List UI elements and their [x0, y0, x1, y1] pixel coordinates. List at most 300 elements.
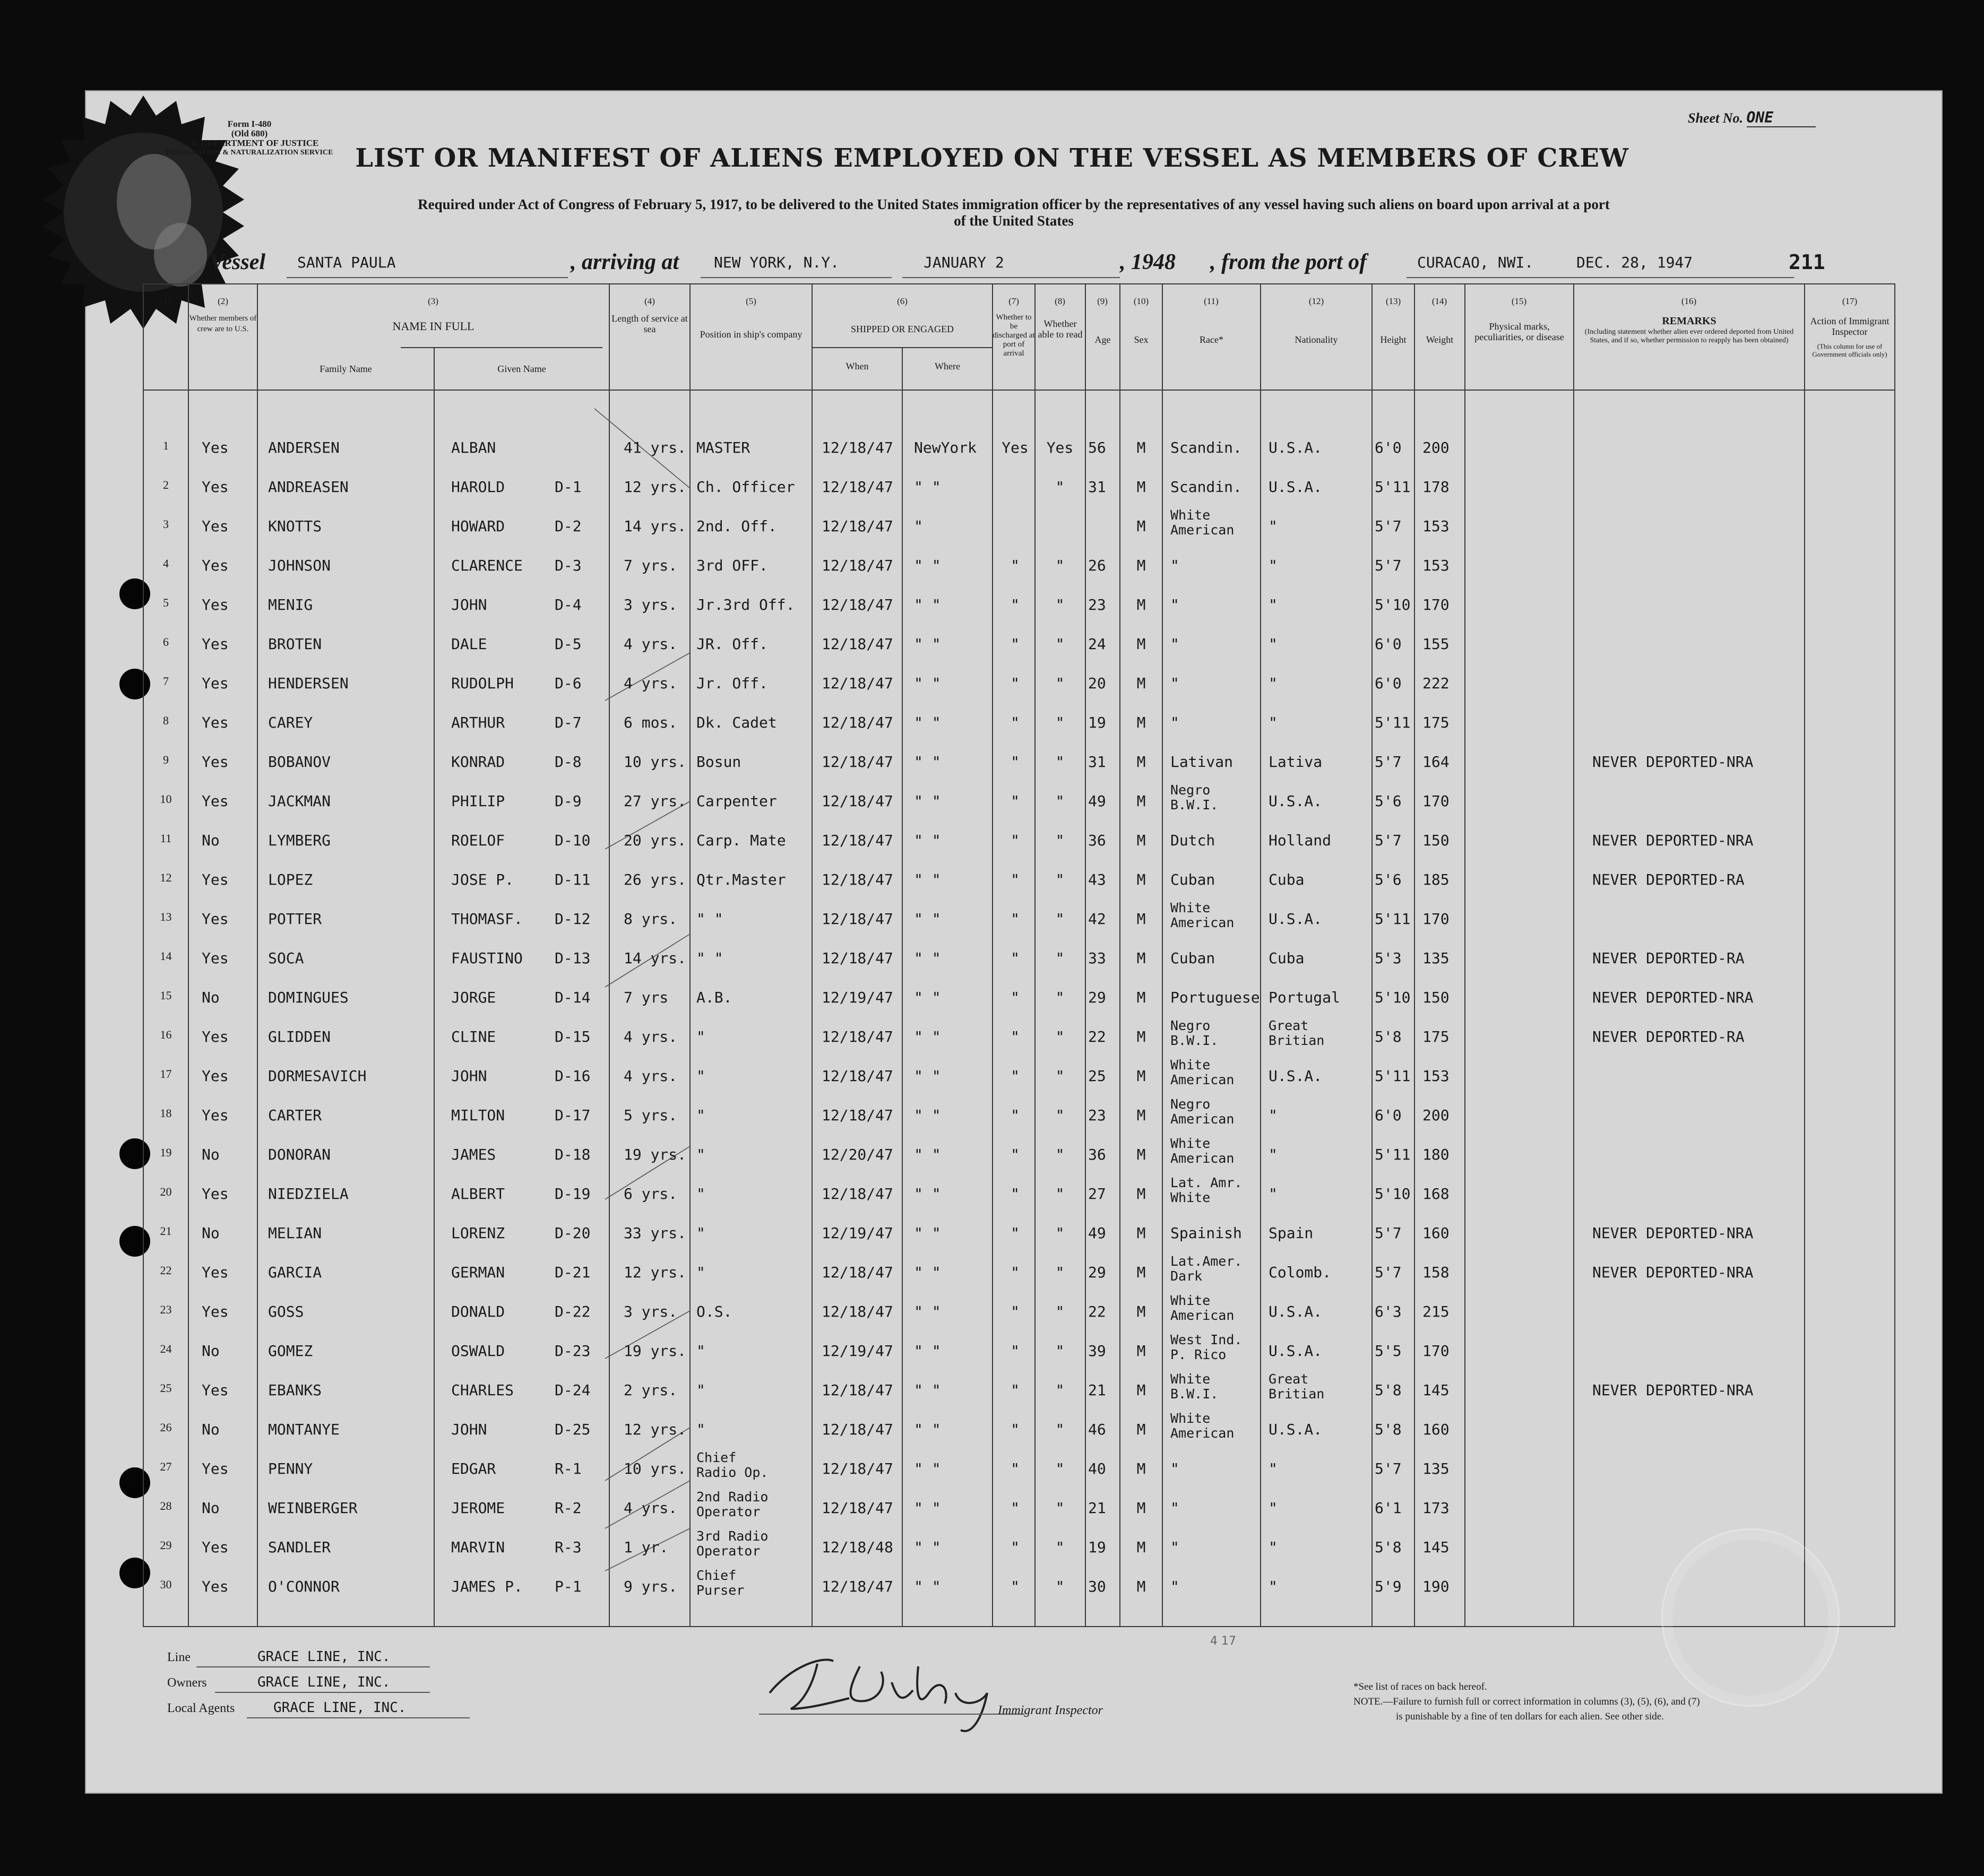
cell-age: 42: [1088, 910, 1106, 928]
cell-age: 31: [1088, 753, 1106, 771]
col-header-11: Race*: [1200, 334, 1223, 345]
cell-given: CLARENCE: [451, 557, 523, 574]
cell-dis: ": [1011, 1185, 1020, 1203]
cell-rem: NEVER DEPORTED-RA: [1592, 871, 1745, 888]
cell-pos: 2nd. Off.: [696, 517, 777, 535]
cell-dis: ": [1011, 1303, 1020, 1320]
column-number: (14): [1431, 296, 1447, 306]
cell-family: EBANKS: [268, 1381, 322, 1399]
cell-pos: Dk. Cadet: [696, 714, 777, 731]
cell-dis: ": [1011, 675, 1020, 692]
cell-read: ": [1055, 596, 1065, 613]
cell-read: ": [1055, 989, 1065, 1006]
cell-n: 6: [163, 635, 169, 649]
cell-pos: ": [696, 1028, 705, 1045]
cell-wt: 158: [1422, 1264, 1450, 1281]
cell-race2: American: [1170, 915, 1235, 930]
cell-ht: 5'10: [1375, 989, 1411, 1006]
col-header-16-note: (Including statement whether alien ever ordered deported from United States, and if so, whether permission to reapply has been obtained): [1584, 328, 1794, 344]
column-number: (9): [1097, 296, 1108, 306]
cell-sex: M: [1136, 1106, 1146, 1124]
line-label: Line: [167, 1650, 191, 1664]
cell-wt: 200: [1422, 439, 1450, 456]
cell-read: ": [1055, 1460, 1065, 1477]
cell-age: 24: [1088, 635, 1106, 653]
cell-when: 12/18/47: [822, 1421, 893, 1438]
cell-given: JOHN: [451, 596, 487, 613]
cell-family: BOBANOV: [268, 753, 331, 771]
cell-nat: ": [1269, 1146, 1278, 1163]
cell-race2: B.W.I.: [1170, 1386, 1219, 1402]
cell-wt: 170: [1422, 596, 1450, 613]
cell-nat: ": [1269, 714, 1278, 731]
cell-family: JACKMAN: [268, 792, 331, 810]
cell-code: D-20: [555, 1224, 591, 1242]
cell-family: DONORAN: [268, 1146, 331, 1163]
cell-wt: 150: [1422, 832, 1450, 849]
cell-given: ALBERT: [451, 1185, 505, 1203]
sheet-label: Sheet No.: [1688, 110, 1743, 126]
cell-read: ": [1055, 1264, 1065, 1281]
cell-wt: 145: [1422, 1381, 1450, 1399]
cell-m: No: [202, 1342, 220, 1360]
cell-sex: M: [1136, 596, 1146, 613]
col-header-13: Height: [1380, 334, 1407, 345]
cell-m: Yes: [202, 478, 229, 496]
cell-family: O'CONNOR: [268, 1578, 340, 1595]
cell-dis: ": [1011, 832, 1020, 849]
cell-where: " ": [914, 1342, 941, 1360]
cell-pos: " ": [696, 910, 723, 928]
cell-pos: A.B.: [696, 989, 732, 1006]
cell-family: POTTER: [268, 910, 322, 928]
cell-pos: JR. Off.: [696, 635, 768, 653]
cell-n: 24: [160, 1342, 172, 1355]
cell-when: 12/18/47: [822, 1067, 893, 1085]
cell-code: D-22: [555, 1303, 591, 1320]
cell-given: ARTHUR: [451, 714, 505, 731]
cell-m: Yes: [202, 1460, 229, 1477]
page-title: LIST OR MANIFEST OF ALIENS EMPLOYED ON THE VESSEL AS MEMBERS OF CREW: [355, 143, 1629, 173]
cell-rem: NEVER DEPORTED-NRA: [1592, 1381, 1754, 1399]
cell-age: 33: [1088, 949, 1106, 967]
cell-where: " ": [914, 1264, 941, 1281]
cell-race: ": [1170, 1460, 1179, 1477]
cell-nat: U.S.A.: [1269, 1303, 1323, 1320]
cell-dis: ": [1011, 1499, 1020, 1517]
cell-family: SOCA: [268, 949, 304, 967]
cell-svc: 3 yrs.: [624, 1303, 678, 1320]
cell-given: RUDOLPH: [451, 675, 514, 692]
cell-pos: ": [696, 1106, 705, 1124]
cell-pos: Carpenter: [696, 792, 777, 810]
cell-read: ": [1055, 1342, 1065, 1360]
cell-age: 31: [1088, 478, 1106, 496]
cell-race: Negro: [1170, 782, 1211, 798]
cell-dis: ": [1011, 1106, 1020, 1124]
cell-family: GOSS: [268, 1303, 304, 1320]
cell-when: 12/18/47: [822, 1185, 893, 1203]
cell-when: 12/18/47: [822, 596, 893, 613]
cell-where: " ": [914, 1185, 941, 1203]
cell-pos: ": [696, 1067, 705, 1085]
cell-wt: 185: [1422, 871, 1450, 888]
cell-code: D-10: [555, 832, 591, 849]
cell-dis: ": [1011, 1460, 1020, 1477]
cell-when: 12/18/47: [822, 1106, 893, 1124]
cell-sex: M: [1136, 1067, 1146, 1085]
cell-read: ": [1055, 1106, 1065, 1124]
cell-where: " ": [914, 1224, 941, 1242]
cell-where: " ": [914, 753, 941, 771]
cell-sex: M: [1136, 832, 1146, 849]
cell-family: GOMEZ: [268, 1342, 313, 1360]
cell-pos: ": [696, 1342, 705, 1360]
cell-family: MONTANYE: [268, 1421, 340, 1438]
cell-rem: NEVER DEPORTED-NRA: [1592, 753, 1754, 771]
cell-dis: ": [1011, 1264, 1020, 1281]
cell-race2: Dark: [1170, 1268, 1203, 1284]
cell-read: ": [1055, 792, 1065, 810]
cell-nat2: Britian: [1269, 1033, 1325, 1048]
cell-nat: Portugal: [1269, 989, 1340, 1006]
cell-family: MENIG: [268, 596, 313, 613]
cell-code: D-12: [555, 910, 591, 928]
service: IMMIGRATION & NATURALIZATION SERVICE: [166, 149, 333, 157]
cell-sex: M: [1136, 635, 1146, 653]
footnote-penalty: NOTE.—Failure to furnish full or correct information in columns (3), (5), (6), and (7): [1353, 1696, 1700, 1707]
cell-where: " ": [914, 792, 941, 810]
cell-family: WEINBERGER: [268, 1499, 358, 1517]
cell-dis: ": [1011, 1381, 1020, 1399]
cell-given: ALBAN: [451, 439, 496, 456]
cell-nat: U.S.A.: [1269, 910, 1323, 928]
cell-svc: 4 yrs.: [624, 1067, 678, 1085]
cell-where: " ": [914, 635, 941, 653]
cell-m: Yes: [202, 910, 229, 928]
cell-read: ": [1055, 1028, 1065, 1045]
column-number: (12): [1308, 296, 1324, 306]
cell-read: ": [1055, 1578, 1065, 1595]
cell-svc: 7 yrs: [624, 989, 669, 1006]
cell-nat: Spain: [1269, 1224, 1314, 1242]
cell-race: Cuban: [1170, 949, 1215, 967]
cell-nat: Lativa: [1269, 753, 1323, 771]
cell-pos: Ch. Officer: [696, 478, 795, 496]
cell-given: MILTON: [451, 1106, 505, 1124]
column-number: (13): [1385, 296, 1401, 306]
col-header-3: NAME IN FULL: [392, 319, 475, 333]
cell-when: 12/18/47: [822, 557, 893, 574]
cell-race: White: [1170, 1371, 1211, 1387]
agents-value: GRACE LINE, INC.: [273, 1700, 407, 1716]
col-header-5: Position in ship's company: [700, 329, 803, 340]
cell-code: D-4: [555, 596, 582, 613]
column-number: (6): [897, 296, 908, 306]
column-number: (4): [644, 296, 655, 306]
cell-sex: M: [1136, 1146, 1146, 1163]
cell-where: " ": [914, 1381, 941, 1399]
cell-code: D-2: [555, 517, 582, 535]
cell-read: ": [1055, 1499, 1065, 1517]
col-header-given: Given Name: [497, 364, 546, 374]
cell-n: 17: [160, 1067, 172, 1080]
cell-given: DALE: [451, 635, 487, 653]
cell-family: CARTER: [268, 1106, 322, 1124]
cell-nat: U.S.A.: [1269, 439, 1323, 456]
cell-ht: 5'8: [1375, 1028, 1402, 1045]
cell-when: 12/18/47: [822, 910, 893, 928]
cell-race: Portuguese: [1170, 989, 1260, 1006]
cell-race: ": [1170, 635, 1179, 653]
cell-code: D-7: [555, 714, 582, 731]
cell-ht: 5'7: [1375, 517, 1402, 535]
page-number: 211: [1789, 250, 1825, 274]
cell-read: ": [1055, 675, 1065, 692]
cell-nat: Colomb.: [1269, 1264, 1332, 1281]
cell-n: 23: [160, 1303, 172, 1316]
col-header-10: Sex: [1134, 334, 1149, 345]
cell-ht: 5'7: [1375, 832, 1402, 849]
cell-when: 12/18/47: [822, 517, 893, 535]
cell-ht: 6'0: [1375, 439, 1402, 456]
cell-wt: 200: [1422, 1106, 1450, 1124]
cell-race2: P. Rico: [1170, 1347, 1227, 1362]
cell-wt: 153: [1422, 517, 1450, 535]
cell-nat: ": [1269, 1185, 1278, 1203]
cell-dis: ": [1011, 1028, 1020, 1045]
column-number: (16): [1681, 296, 1697, 306]
cell-given: JAMES: [451, 1146, 496, 1163]
cell-svc: 7 yrs.: [624, 557, 678, 574]
cell-family: DOMINGUES: [268, 989, 349, 1006]
cell-nat: U.S.A.: [1269, 1342, 1323, 1360]
cell-rem: NEVER DEPORTED-NRA: [1592, 1264, 1754, 1281]
cell-wt: 178: [1422, 478, 1450, 496]
cell-dis: ": [1011, 1224, 1020, 1242]
cell-ht: 5'5: [1375, 1342, 1402, 1360]
cell-pos: 3rd OFF.: [696, 557, 768, 574]
cell-svc: 4 yrs.: [624, 1028, 678, 1045]
cell-n: 1: [163, 439, 169, 452]
cell-ht: 5'11: [1375, 1067, 1411, 1085]
cell-ht: 6'1: [1375, 1499, 1402, 1517]
cell-pos: Chief: [696, 1450, 737, 1465]
cell-m: No: [202, 832, 220, 849]
cell-given: FAUSTINO: [451, 949, 523, 967]
column-number: (15): [1511, 296, 1527, 306]
cell-read: ": [1055, 557, 1065, 574]
cell-wt: 170: [1422, 1342, 1450, 1360]
cell-nat: Cuba: [1269, 949, 1305, 967]
cell-code: R-1: [555, 1460, 582, 1477]
col-header-17: Action of Immigrant Inspector: [1810, 316, 1890, 337]
cell-n: 18: [160, 1106, 172, 1120]
cell-m: Yes: [202, 949, 229, 967]
cell-wt: 180: [1422, 1146, 1450, 1163]
cell-when: 12/19/47: [822, 1224, 893, 1242]
pencil-mark: 4 17: [1210, 1635, 1236, 1648]
cell-ht: 6'3: [1375, 1303, 1402, 1320]
cell-age: 20: [1088, 675, 1106, 692]
cell-dis: ": [1011, 1146, 1020, 1163]
inspector-signature: [759, 1635, 1035, 1741]
cell-when: 12/18/47: [822, 1578, 893, 1595]
cell-family: KNOTTS: [268, 517, 322, 535]
cell-race: Dutch: [1170, 832, 1215, 849]
cell-code: D-17: [555, 1106, 591, 1124]
cell-svc: 10 yrs.: [624, 753, 687, 771]
cell-m: Yes: [202, 1538, 229, 1556]
cell-ht: 5'6: [1375, 792, 1402, 810]
cell-ht: 5'10: [1375, 596, 1411, 613]
col-header-14: Weight: [1426, 334, 1454, 345]
cell-when: 12/18/47: [822, 753, 893, 771]
col-header-8: Whether able to read: [1038, 318, 1083, 340]
cell-when: 12/18/47: [822, 1381, 893, 1399]
cell-dis: ": [1011, 714, 1020, 731]
cell-read: ": [1055, 832, 1065, 849]
cell-nat: ": [1269, 1499, 1278, 1517]
cell-race: White: [1170, 1411, 1211, 1426]
cell-wt: 190: [1422, 1578, 1450, 1595]
cell-n: 7: [163, 675, 169, 688]
cell-svc: 4 yrs.: [624, 1499, 678, 1517]
cell-nat: ": [1269, 596, 1278, 613]
cell-sex: M: [1136, 1264, 1146, 1281]
cell-age: 29: [1088, 989, 1106, 1006]
col-header-6: SHIPPED OR ENGAGED: [850, 324, 954, 334]
cell-family: GLIDDEN: [268, 1028, 331, 1045]
cell-wt: 170: [1422, 792, 1450, 810]
cell-svc: 19 yrs.: [624, 1146, 687, 1163]
cell-nat: ": [1269, 517, 1278, 535]
cell-nat: Great: [1269, 1371, 1309, 1387]
cell-pos: 2nd Radio: [696, 1489, 769, 1505]
cell-wt: 164: [1422, 753, 1450, 771]
cell-read: ": [1055, 1067, 1065, 1085]
cell-n: 21: [160, 1224, 172, 1238]
cell-code: D-6: [555, 675, 582, 692]
cell-race2: B.W.I.: [1170, 797, 1219, 812]
department: U. S. DEPARTMENT OF JUSTICE: [180, 138, 319, 148]
cell-ht: 5'3: [1375, 949, 1402, 967]
cell-wt: 215: [1422, 1303, 1450, 1320]
cell-code: D-25: [555, 1421, 591, 1438]
column-number: (8): [1055, 296, 1065, 306]
cell-age: 21: [1088, 1381, 1106, 1399]
col-header-2: Whether members of crew are to U.S.: [189, 314, 257, 333]
cell-m: No: [202, 1421, 220, 1438]
cell-family: ANDERSEN: [268, 439, 340, 456]
cell-wt: 222: [1422, 675, 1450, 692]
cell-where: " ": [914, 1146, 941, 1163]
cell-wt: 168: [1422, 1185, 1450, 1203]
cell-given: HAROLD: [451, 478, 505, 496]
cell-n: 26: [160, 1421, 172, 1434]
cell-ht: 5'11: [1375, 1146, 1411, 1163]
cell-when: 12/18/47: [822, 714, 893, 731]
cell-family: MELIAN: [268, 1224, 322, 1242]
vessel-name: SANTA PAULA: [297, 254, 396, 271]
cell-n: 29: [160, 1538, 172, 1552]
cell-given: MARVIN: [451, 1538, 505, 1556]
cell-sex: M: [1136, 557, 1146, 574]
cell-nat2: Britian: [1269, 1386, 1325, 1402]
cell-age: 36: [1088, 832, 1106, 849]
cell-pos: ": [696, 1264, 705, 1281]
cell-n: 3: [163, 517, 169, 531]
cell-ht: 5'11: [1375, 910, 1411, 928]
cell-race: Lat. Amr.: [1170, 1175, 1243, 1190]
cell-ht: 5'6: [1375, 871, 1402, 888]
cell-given: EDGAR: [451, 1460, 496, 1477]
cell-given: JOHN: [451, 1067, 487, 1085]
cell-wt: 153: [1422, 1067, 1450, 1085]
cell-race2: American: [1170, 1072, 1235, 1087]
cell-n: 27: [160, 1460, 172, 1473]
cell-n: 9: [163, 753, 169, 766]
cell-read: ": [1055, 1185, 1065, 1203]
cell-code: D-21: [555, 1264, 591, 1281]
faded-stamp: [1661, 1528, 1840, 1707]
cell-read: ": [1055, 1538, 1065, 1556]
cell-m: Yes: [202, 1264, 229, 1281]
cell-svc: 8 yrs.: [624, 910, 678, 928]
cell-svc: 12 yrs.: [624, 1421, 687, 1438]
cell-race: ": [1170, 1578, 1179, 1595]
cell-given: DONALD: [451, 1303, 505, 1320]
form-number: Form I-480: [227, 119, 272, 129]
cell-age: 36: [1088, 1146, 1106, 1163]
cell-family: BROTEN: [268, 635, 322, 653]
column-number: (7): [1008, 296, 1019, 306]
cell-ht: 5'11: [1375, 714, 1411, 731]
cell-m: Yes: [202, 1028, 229, 1045]
cell-where: " ": [914, 1106, 941, 1124]
cell-svc: 20 yrs.: [624, 832, 687, 849]
cell-when: 12/18/47: [822, 635, 893, 653]
cell-nat: U.S.A.: [1269, 792, 1323, 810]
cell-pos2: Purser: [696, 1583, 745, 1598]
column-number: (1): [160, 296, 171, 306]
cell-m: Yes: [202, 439, 229, 456]
cell-svc: 1 yr.: [624, 1538, 669, 1556]
cell-sex: M: [1136, 1185, 1146, 1203]
cell-code: D-9: [555, 792, 582, 810]
cell-read: ": [1055, 1146, 1065, 1163]
cell-sex: M: [1136, 439, 1146, 456]
cell-age: 22: [1088, 1303, 1106, 1320]
cell-sex: M: [1136, 949, 1146, 967]
cell-where: " ": [914, 871, 941, 888]
cell-sex: M: [1136, 753, 1146, 771]
cell-read: ": [1055, 478, 1065, 496]
cell-family: PENNY: [268, 1460, 313, 1477]
cell-read: Yes: [1046, 439, 1074, 456]
cell-m: No: [202, 1224, 220, 1242]
cell-family: GARCIA: [268, 1264, 322, 1281]
cell-race2: American: [1170, 522, 1235, 538]
cell-svc: 33 yrs.: [624, 1224, 687, 1242]
cell-dis: ": [1011, 910, 1020, 928]
agents-label: Local Agents: [167, 1701, 235, 1715]
cell-family: DORMESAVICH: [268, 1067, 367, 1085]
cell-dis: ": [1011, 1578, 1020, 1595]
cell-race: White: [1170, 1057, 1211, 1073]
cell-svc: 19 yrs.: [624, 1342, 687, 1360]
cell-m: No: [202, 1146, 220, 1163]
